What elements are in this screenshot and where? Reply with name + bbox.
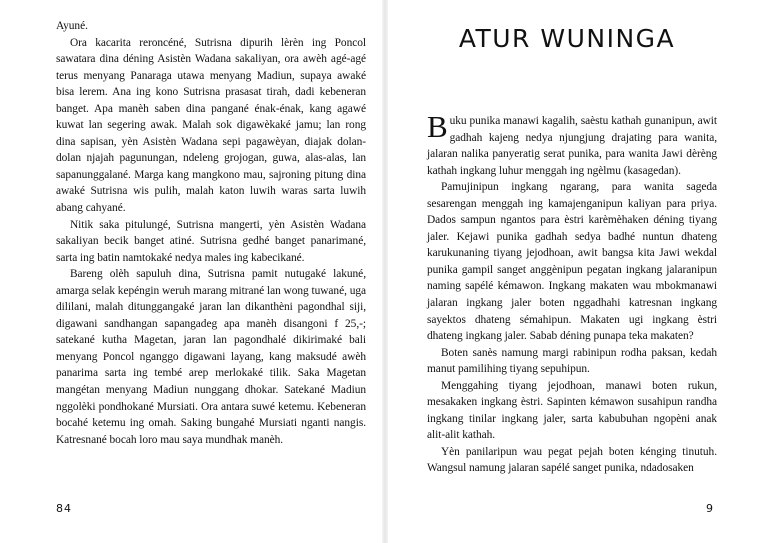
drop-cap: B <box>427 109 448 144</box>
right-paragraph-5: Yèn panilaripun wau pegat pejah boten kénging tinutuh. Wangsul namung jalaran sapélé sanget punika, ndadosaken <box>427 445 717 475</box>
left-paragraph-3: Nitik saka pitulungé, Sutrisna mangerti, yèn Asistèn Wadana sakaliyan becik banget atiné. Sutrisna gedhé banget panarimané, sarta ing batin namtokaké nedya males ing kabecikané. <box>56 218 366 264</box>
right-page-number: 9 <box>706 502 713 515</box>
right-paragraph-4: Menggahing tiyang jejodhoan, manawi boten rukun, mesakaken ingkang èstri. Sapinten kémawon susahipun randha ingkang tinilar ingkang jaler, sarta kabubuhan ngopèni anak alit-alit kathah. <box>427 379 717 442</box>
chapter-title: ATUR WUNINGA <box>458 24 676 53</box>
left-page-number: 84 <box>56 502 72 515</box>
left-page-body <box>56 18 366 448</box>
left-paragraph-2: Ora kacarita reroncéné, Sutrisna dipurih lèrèn ing Poncol sawatara dina déning Asistèn Wadana sakaliyan, ora awèh agé-agé terus menyang Panaraga utawa menyang Madiun, supaya awaké bisa lerem. Ana ing kono Sutrisna prasasat tirah, dadi kebeneran banget. Apa manèh saben dina pangané énak-énak, kang agawé kuwat lan segering awak. Malah sok digawèkaké jamu; lan rong dina sapisan, yèn Asistèn Wadana sepi pagawèyan, diajak dolan-dolan njajah pagunungan, ndeleng grojogan, guwa, alas-alas, lan sapanunggalané. Marga kang mangkono mau, sajroning pitung dina awaké Sutrisna wis pulih, malah katon luwih waras sarta luwih abang cahyané. <box>56 36 366 215</box>
right-paragraph-1 <box>427 109 717 179</box>
right-page <box>390 0 768 543</box>
right-page-body <box>427 109 717 477</box>
book-spine <box>382 0 388 543</box>
right-paragraph-2: Pamujinipun ingkang ngarang, para wanita sageda sesarengan menggah ing kamajenganipun kaliyan para priya. Dados sampun ngantos para èstri karèmèhaken déning tiyang jaler. Kejawi punika gadhah sedya badhé nuntun dhateng karukunaning tiyang jejodhoan, awit bangsa kita Jawi wekdal punika gampil sanget anggènipun pegatan ingkang jalaranipun naming sapélé kémawon. Ingkang makaten wau mbokmanawi jalaran ingkang jaler boten nggadhahi katresnan ingkang sayektos dhateng sémahipun. Makaten ugi ingkang èstri dhateng ingkang jaler. Sabab déning punapa teka makaten? <box>427 181 717 343</box>
right-paragraph-3: Boten sanès namung margi rabinipun rodha paksan, kedah manut pamilihing tiyang sepuhipun. <box>427 346 717 376</box>
left-paragraph-1: Ayuné. <box>56 20 88 32</box>
right-paragraph-1-text: uku punika manawi kagalih, saèstu kathah gunanipun, awit gadhah kajeng nedya njungjung drajating para wanita, jalaran nalika panyeratig serat punika, para wanita Jawi dèrèng kathah ingkang luhur menggah ing ngèlmu (kasagedan). <box>427 115 717 177</box>
left-paragraph-4: Bareng olèh sapuluh dina, Sutrisna pamit nutugaké lakuné, amarga selak kepéngin weruh marang mitrané lan wong tuwané, uga dililani, malah ditunggangaké jaran lan dikanthèni pagondhal siji, digawani sandhangan sapangadeg apa manèh disangoni f 25,-; satekané kutha Magetan, jaran lan pagondhalé dikirimaké bali menyang Poncol nganggo digawani layang, kang maksudé awèh panarima sarta ing tembé arep merlokaké tilik. Saka Magetan mangétan menyang Madiun nunggang dhokar. Satekané Madiun nggolèki pondhokané Mursiati. Ora antara suwé ketemu. Kebeneran bocahé ketemu ing omah. Saking bungahé Mursiati nganti nangis. Katresnané bocah loro mau saya mundhak manèh. <box>56 268 366 446</box>
